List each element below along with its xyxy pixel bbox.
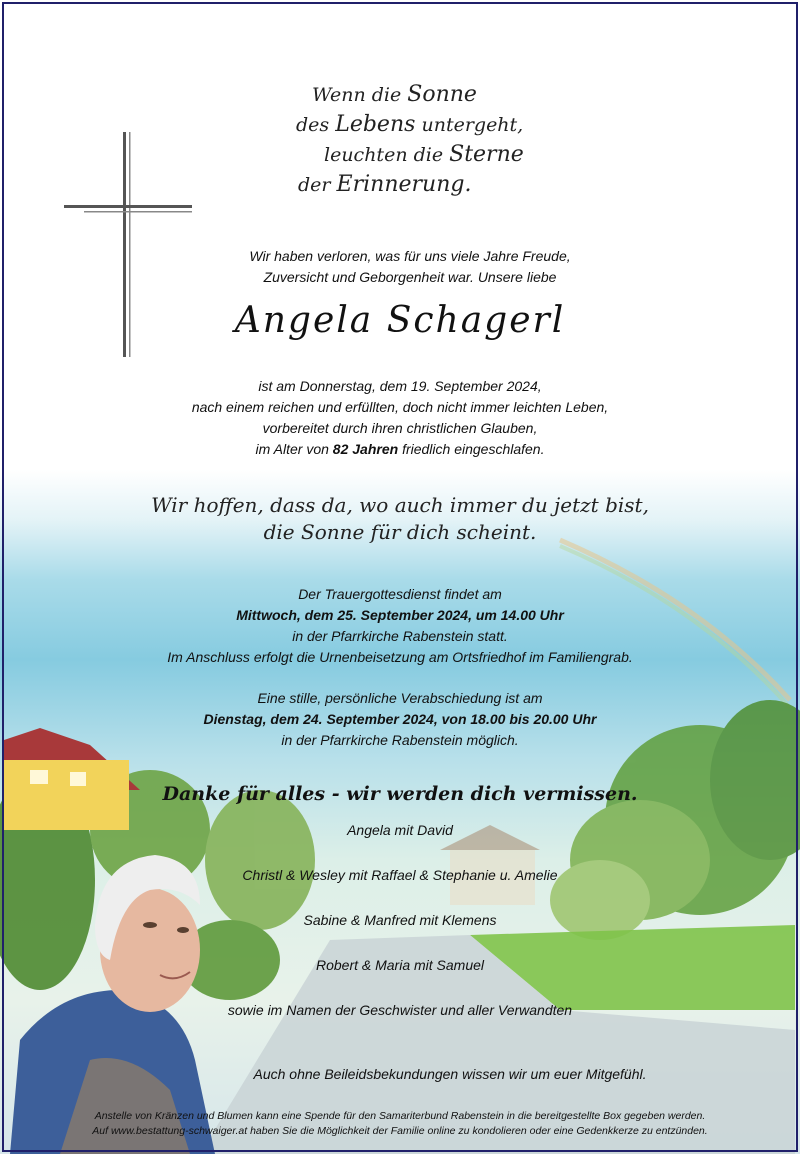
quote-line: die Sonne für dich scheint. <box>263 520 537 544</box>
death-notice-text: friedlich eingeschlafen. <box>402 441 545 457</box>
poem-word-sterne: Sterne <box>449 142 524 167</box>
family-member: Angela mit David <box>347 822 453 838</box>
farewell-date: Dienstag, dem 24. September 2024, von 18.00 bis 20.00 Uhr <box>203 711 597 727</box>
farewell-line: in der Pfarrkirche Rabenstein möglich. <box>281 732 519 748</box>
page-border <box>2 2 798 1152</box>
service-line: Der Trauergottesdienst findet am <box>298 586 502 602</box>
death-notice-line: nach einem reichen und erfüllten, doch nicht immer leichten Leben, <box>191 399 609 415</box>
poem-text: Wenn die <box>312 84 402 106</box>
family-member: sowie im Namen der Geschwister und aller Verwandten <box>227 1002 573 1018</box>
condolence-note: Auch ohne Beileidsbekundungen wissen wir um euer Mitgefühl. <box>253 1066 647 1082</box>
age-value: 82 Jahren <box>332 441 399 457</box>
poem-text: der <box>298 174 331 196</box>
service-line: in der Pfarrkirche Rabenstein statt. <box>292 628 508 644</box>
poem-text: untergeht, <box>421 114 524 136</box>
deceased-name: Angela Schagerl <box>234 300 566 341</box>
farewell-line: Eine stille, persönliche Verabschiedung ist am <box>257 690 543 706</box>
poem-word-lebens: Lebens <box>335 112 416 137</box>
service-date: Mittwoch, dem 25. September 2024, um 14.00 Uhr <box>236 607 564 623</box>
poem-word-erinnerung: Erinnerung. <box>336 172 472 197</box>
footer-line: Auf www.bestattung-schwaiger.at haben Sie die Möglichkeit der Familie online zu kondolieren oder eine Gedenkkerze zu entzünden. <box>92 1125 708 1137</box>
poem-word-sonne: Sonne <box>407 82 477 107</box>
footer-line: Anstelle von Kränzen und Blumen kann eine Spende für den Samariterbund Rabenstein in die bereitgestellte Box gegeben werden. <box>94 1110 706 1122</box>
poem-text: des <box>296 114 330 136</box>
thanks-heading: Danke für alles - wir werden dich vermissen. <box>162 783 638 805</box>
death-notice-line: ist am Donnerstag, dem 19. September 2024, <box>258 378 542 394</box>
death-notice-text: im Alter von <box>255 441 329 457</box>
service-line: Im Anschluss erfolgt die Urnenbeisetzung am Ortsfriedhof im Familiengrab. <box>167 649 633 665</box>
intro-line: Zuversicht und Geborgenheit war. Unsere liebe <box>263 269 557 285</box>
quote-line: Wir hoffen, dass da, wo auch immer du jetzt bist, <box>151 493 649 517</box>
family-member: Robert & Maria mit Samuel <box>315 957 485 973</box>
family-member: Sabine & Manfred mit Klemens <box>303 912 497 928</box>
poem-text: leuchten die <box>324 144 444 166</box>
death-notice-line: vorbereitet durch ihren christlichen Glauben, <box>262 420 538 436</box>
family-member: Christl & Wesley mit Raffael & Stephanie u. Amelie <box>242 867 558 883</box>
intro-line: Wir haben verloren, was für uns viele Jahre Freude, <box>249 248 571 264</box>
